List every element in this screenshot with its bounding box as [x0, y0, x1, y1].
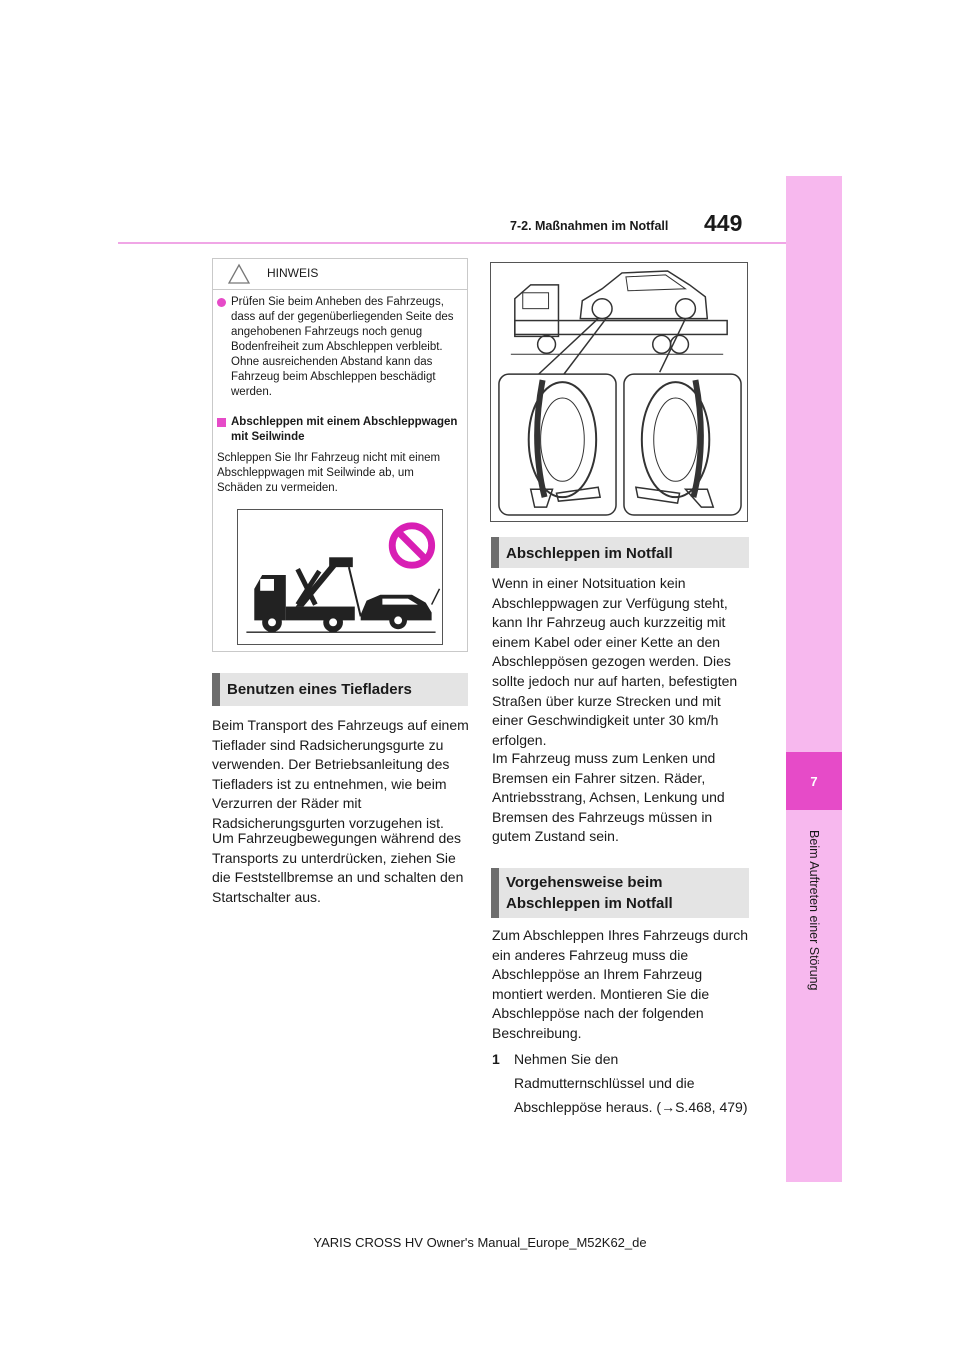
section-title: 7-2. Maßnahmen im Notfall — [510, 219, 669, 233]
notice-label: HINWEIS — [267, 266, 319, 280]
square-bullet-icon — [217, 418, 226, 427]
page-number: 449 — [704, 210, 743, 236]
flatbed-transport-illustration — [490, 262, 748, 522]
step-number: 1 — [492, 1051, 500, 1067]
chapter-number: 7 — [786, 752, 842, 810]
bullet-dot-icon — [217, 298, 226, 307]
flatbed-paragraph-1: Beim Transport des Fahrzeugs auf einem Tieflader sind Radsicherungsgurte zu verwenden. Der Betriebsanleitung des Tiefladers ist zu entnehmen, wie beim Verzurren der Räder mit Radsicherungsgurten vorzugehen ist. — [212, 717, 469, 831]
procedure-paragraph: Zum Abschleppen Ihres Fahrzeugs durch ein anderes Fahrzeug muss die Abschleppöse an Ihrem Fahrzeug montiert werden. Montieren Sie die Abschleppöse nach der folgenden Beschreibung. — [492, 927, 749, 1041]
emergency-towing-paragraph-2: Im Fahrzeug muss zum Lenken und Bremsen ein Fahrer sitzen. Räder, Antriebsstrang, Achsen, Lenkung und Bremsen des Fahrzeugs müssen in gutem Zustand sein. — [492, 750, 725, 845]
notice-body-text: Schleppen Sie Ihr Fahrzeug nicht mit einem Abschleppwagen mit Seilwinde ab, um Schäden zu vermeiden. — [217, 452, 441, 494]
warning-icon — [227, 263, 251, 285]
heading-flatbed: Benutzen eines Tiefladers — [212, 673, 468, 706]
chapter-title: Beim Auftreten einer Störung — [807, 830, 821, 991]
notice-box — [212, 258, 468, 652]
step-text: Nehmen Sie den Radmutternschlüssel und die Abschleppöse heraus. (→S.468, 479) — [514, 1051, 748, 1115]
header-divider — [118, 242, 786, 244]
heading-emergency-towing: Abschleppen im Notfall — [491, 537, 749, 568]
notice-subheading-text: Abschleppen mit einem Abschleppwagen mit Seilwinde — [231, 416, 458, 443]
manual-footer: YARIS CROSS HV Owner's Manual_Europe_M52K62_de — [313, 1235, 647, 1250]
winch-tow-truck-illustration — [237, 509, 443, 645]
heading-towing-procedure: Vorgehensweise beim Abschleppen im Notfall — [491, 868, 749, 918]
flatbed-paragraph-2: Um Fahrzeugbewegungen während des Transports zu unterdrücken, ziehen Sie die Feststellbremse an und schalten den Startschalter aus. — [212, 830, 464, 905]
emergency-towing-paragraph-1: Wenn in einer Notsituation kein Abschleppwagen zur Verfügung steht, kann Ihr Fahrzeug auch kurzzeitig mit einem Kabel oder einer Kette an den Abschleppösen gezogen werden. Dies sollte jedoch nur auf harten, befestigten Straßen über kurze Strecken und mit einer Geschwindigkeit unter 30 km/h erfolgen. — [492, 575, 738, 748]
notice-header — [213, 259, 467, 290]
chapter-side-tab — [786, 176, 842, 1182]
notice-bullet-text: Prüfen Sie beim Anheben des Fahrzeugs, dass auf der gegenüberliegenden Seite des angehobenen Fahrzeugs noch genug Bodenfreiheit zum Abschleppen verbleibt. Ohne ausreichenden Abstand kann das Fahrzeug beim Abschleppen beschädigt werden. — [231, 296, 454, 398]
